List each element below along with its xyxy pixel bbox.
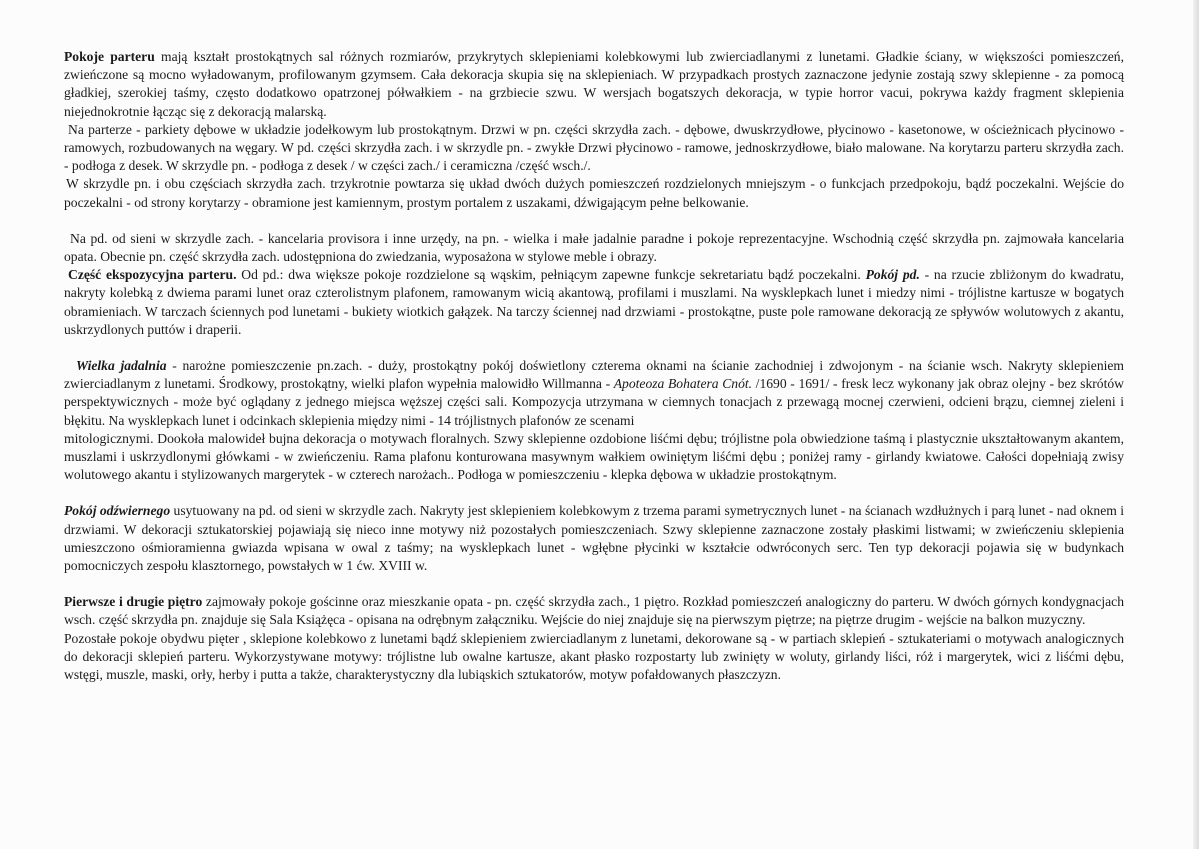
heading-pietra: Pierwsze i drugie piętro xyxy=(64,594,203,610)
paragraph-text: Na pd. od sieni w skrzydle zach. - kancelaria provisora i inne urzędy, na pn. - wielka i małe jadalnie paradne i pokoje reprezentacyjne. Wschodnią część skrzydła pn. zajmowała kancelaria opata. Obecnie pn. część skrzydła zach. udostępniona do zwiedzania, wyposażona w stylowe meble i obrazy. xyxy=(64,230,1124,265)
paragraph-pokoj-odzwiernego xyxy=(64,502,1124,575)
paragraph-wielka-jadalnia xyxy=(64,357,1124,430)
paragraph-wielka-jadalnia-cont xyxy=(64,430,1124,485)
paragraph-text: Na parterze - parkiety dębowe w układzie jodełkowym lub prostokątnym. Drzwi w pn. części skrzydła zach. - dębowe, dwuskrzydłowe, płycinowo - kasetonowe, w ościeżnicach płycinowo - ramowych, rozbudowanych na węgary. W pd. części skrzydła zach. i w skrzydle pn. - zwykłe Drzwi płycinowo - ramowe, jednoskrzydłowe, biało malowane. Na korytarzu parteru skrzydła zach. - podłoga z desek. W skrzydle pn. - podłoga z desek / w części zach./ i ceramiczna /część wsch./. xyxy=(64,121,1124,174)
paragraph-pokoje-parteru xyxy=(64,48,1124,121)
paragraph-text: /1690 - 1691/ - fresk lecz wykonany jak obraz olejny - bez skrótów perspektywicznych - może być oglądany z jednego miejsca węższej części sali. Kompozycja utrzymana w ciemnych tonacjach z przewagą mocnej czerwieni, odcieni brązu, ciemnej zieleni i błękitu. Na wysklepkach lunet i odcinkach sklepienia między nimi - 14 trójlistnych plafonów ze scenami xyxy=(64,376,1124,428)
painting-title: Apoteoza Bohatera Cnót. xyxy=(613,376,753,392)
heading-pokoj-pd: Pokój pd. xyxy=(865,267,920,283)
paragraph-text: Od pd.: dwa większe pokoje rozdzielone są wąskim, pełniącym zapewne funkcje sekretariatu bądź poczekalni. xyxy=(236,267,866,283)
paragraph-text: W skrzydle pn. i obu częściach skrzydła zach. trzykrotnie powtarza się układ dwóch dużych pomieszczeń rozdzielonych mniejszym - o funkcjach przedpokoju, bądź poczekalni. Wejście do poczekalni - od strony korytarzy - obramione jest kamiennym, prostym portalem z uszakami, dźwigającym pełne belkowanie. xyxy=(64,176,1124,210)
document-body xyxy=(64,48,1124,684)
paragraph-pietra xyxy=(64,593,1124,629)
heading-czesc-ekspozycyjna: Część ekspozycyjna parteru. xyxy=(68,267,237,283)
heading-pokoj-odzwiernego: Pokój odźwiernego xyxy=(64,503,171,519)
paragraph-text: - narożne pomieszczenie pn.zach. - duży, prostokątny pokój doświetlony czterema oknami na ścianie zachodniej i zdwojonym - na ścianie wsch. Nakryty sklepieniem zwierciadlanym z lunetami. Środkowy, prostokątny, wielki plafon wypełnia malowidło Willmanna - xyxy=(64,358,1124,392)
page-edge-shadow xyxy=(1193,0,1199,849)
paragraph-text: - na rzucie zbliżonym do kwadratu, nakryty kolebką z dwiema parami lunet oraz czterolistnym plafonem, ramowanym wicią akantową, profilami i muszlami. Na wysklepkach lunet i miedzy nimi - trójlistne kartusze w bogatych obramieniach. W tarczach ściennych pod lunetami - bukiety wiotkich gałązek. Na tarczy ściennej nad drzwiami - prostokątne, puste pole ramowane dekoracją ze spływów wolutowych z akantu, uskrzydlonych puttów i draperii. xyxy=(64,267,1125,337)
paragraph-pozostale-pokoje xyxy=(64,630,1124,685)
heading-pokoje-parteru: Pokoje parteru xyxy=(64,49,155,64)
paragraph-text: usytuowany na pd. od sieni w skrzydle zach. Nakryty jest sklepieniem kolebkowym z trzema parami symetrycznych lunet - na ścianach wzdłużnych i parą lunet - nad oknem i drzwiami. W dekoracji sztukatorskiej pojawiają się nieco inne motywy niż pozostałych pomieszczeniach. Szwy sklepienne zaznaczone zostały płaskimi listwami; w zwieńczeniu sklepienia umieszczono ośmioramienna gwiazda wpisana w owal z taśmy; na wysklepkach lunet - wgłębne płycinki w kształcie odwróconych serc. Ten typ dekoracji pojawia się w budynkach pomocniczych zespołu klasztornego, powstałych w 1 ćw. XVIII w. xyxy=(64,503,1124,574)
paragraph-text: mitologicznymi. Dookoła malowideł bujna dekoracja o motywach floralnych. Szwy sklepienne ozdobione liśćmi dębu; trójlistne pola obwiedzione taśmą i plastycznie ukształtowanym akantem, muszlami i uskrzydlonymi główkami - w zwieńczeniu. Rama plafonu konturowana masywnym wałkiem owiniętym liśćmi dębu ; poniżej ramy - girlandy kwiatowe. Całości dopełniają zwisy wolutowego akantu i stylizowanych margerytek - w czterech narożach.. Podłoga w pomieszczeniu - klepka dębowa w układzie prostokątnym. xyxy=(64,430,1124,483)
paragraph-parkiety xyxy=(64,121,1124,176)
paragraph-text: Pozostałe pokoje obydwu pięter , sklepione kolebkowo z lunetami bądź sklepieniem zwierciadlanym z lunetami, dekorowane są - w partiach sklepień - sztukateriami o motywach analogicznych do dekoracji sklepień parteru. Wykorzystywane motywy: trójlistne lub owalne kartusze, akant płasko rozpostarty lub zwinięty w woluty, girlandy liści, róż i margerytek, wici z liśćmi dębu, wstęgi, muszle, maski, orły, herby i putta a także, charakterystyczny dla lubiąskich sztukatorów, motyw pofałdowanych płaszczyzn. xyxy=(64,630,1124,683)
paragraph-text: mają kształt prostokątnych sal różnych rozmiarów, przykrytych sklepieniami kolebkowymi lub zwierciadlanymi z lunetami. Gładkie ściany, w większości pomieszczeń, zwieńczone są mocno wyładowanym, profilowanym gzymsem. Cała dekoracja skupia się na sklepieniach. W przypadkach prostych zaznaczone jedynie zostają szwy sklepienne - za pomocą gładkiej, szerokiej taśmy, często dodatkowo opatrzonej półwałkiem - na grzbiecie szwu. W wersjach bogatszych dekoracja, w typie horror vacui, pokrywa każdy fragment sklepienia niejednokrotnie łącząc się z dekoracją malarską. xyxy=(64,49,1124,119)
paragraph-czesc-ekspozycyjna xyxy=(64,266,1124,339)
paragraph-uklad-pomieszczen xyxy=(64,175,1124,211)
paragraph-kancelaria xyxy=(64,230,1124,266)
paragraph-text: zajmowały pokoje gościnne oraz mieszkanie opata - pn. część skrzydła zach., 1 piętro. Rozkład pomieszczeń analogiczny do parteru. W dwóch górnych kondygnacjach wsch. część skrzydła pn. znajduje się Sala Książęca - opisana na odrębnym załączniku. Wejście do niej znajduje się na pierwszym piętrze; na piętrze drugim - wejście na balkon muzyczny. xyxy=(64,594,1125,628)
heading-wielka-jadalnia: Wielka jadalnia xyxy=(76,358,167,374)
